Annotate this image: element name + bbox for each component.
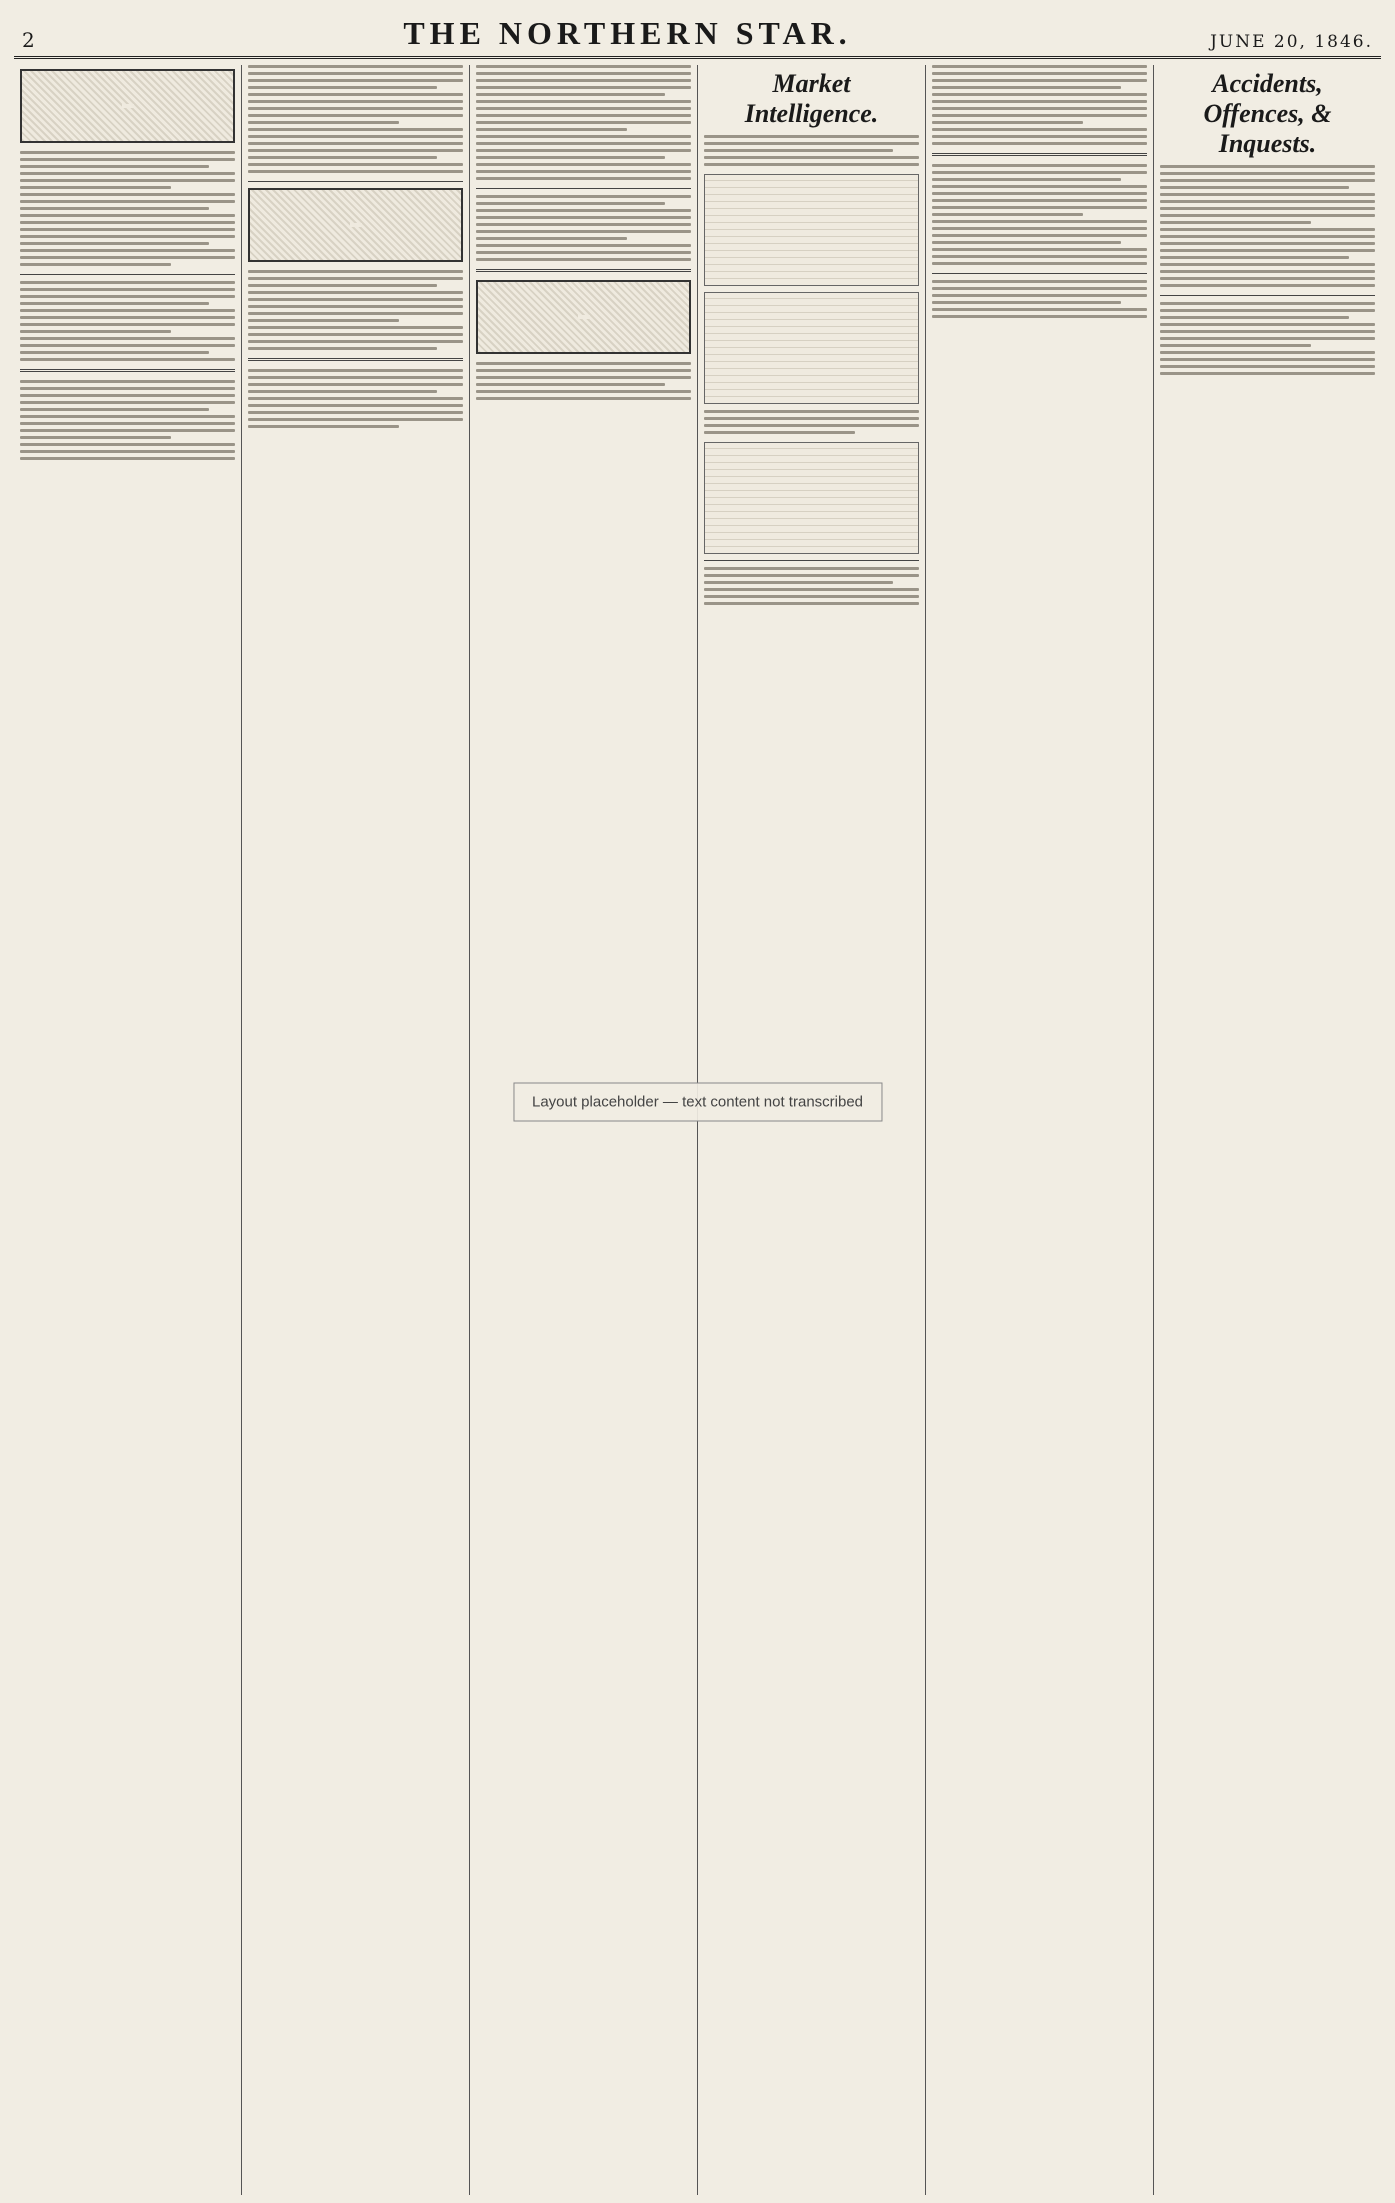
advert-label xyxy=(350,223,362,227)
text-block xyxy=(932,280,1147,318)
issue-date: JUNE 20, 1846. xyxy=(1210,32,1373,52)
placeholder-notice: Layout placeholder — text content not transcribed xyxy=(513,1082,882,1121)
text-block xyxy=(704,567,919,605)
column-5 xyxy=(926,65,1154,2195)
text-block xyxy=(248,270,463,350)
advert-box xyxy=(248,188,463,262)
text-block xyxy=(20,380,235,460)
text-block xyxy=(932,164,1147,265)
price-table xyxy=(704,292,919,404)
column-4 xyxy=(698,65,926,2195)
text-block xyxy=(704,135,919,166)
text-block xyxy=(1160,165,1375,287)
text-block xyxy=(248,65,463,173)
newspaper-title: THE NORTHERN STAR. xyxy=(403,15,852,51)
column-6 xyxy=(1154,65,1381,2195)
text-block xyxy=(248,369,463,428)
price-table xyxy=(704,174,919,286)
column-2 xyxy=(242,65,470,2195)
section-heading: Accidents, Offences, & Inquests. xyxy=(1203,69,1332,158)
advert-label xyxy=(578,315,590,319)
text-block xyxy=(476,195,691,261)
text-block xyxy=(476,362,691,400)
text-block xyxy=(1160,302,1375,375)
advert-box xyxy=(20,69,235,143)
text-block xyxy=(932,65,1147,145)
column-1 xyxy=(14,65,242,2195)
advert-box xyxy=(476,280,691,354)
section-heading: Market Intelligence. xyxy=(744,69,879,128)
text-block xyxy=(704,410,919,434)
text-block xyxy=(20,151,235,266)
page-number: 2 xyxy=(22,28,35,52)
text-block xyxy=(20,281,235,361)
price-table xyxy=(704,442,919,554)
advert-label xyxy=(122,104,134,108)
column-3 xyxy=(470,65,698,2195)
columns xyxy=(14,65,1381,2195)
text-block xyxy=(476,65,691,180)
masthead xyxy=(14,12,1381,59)
